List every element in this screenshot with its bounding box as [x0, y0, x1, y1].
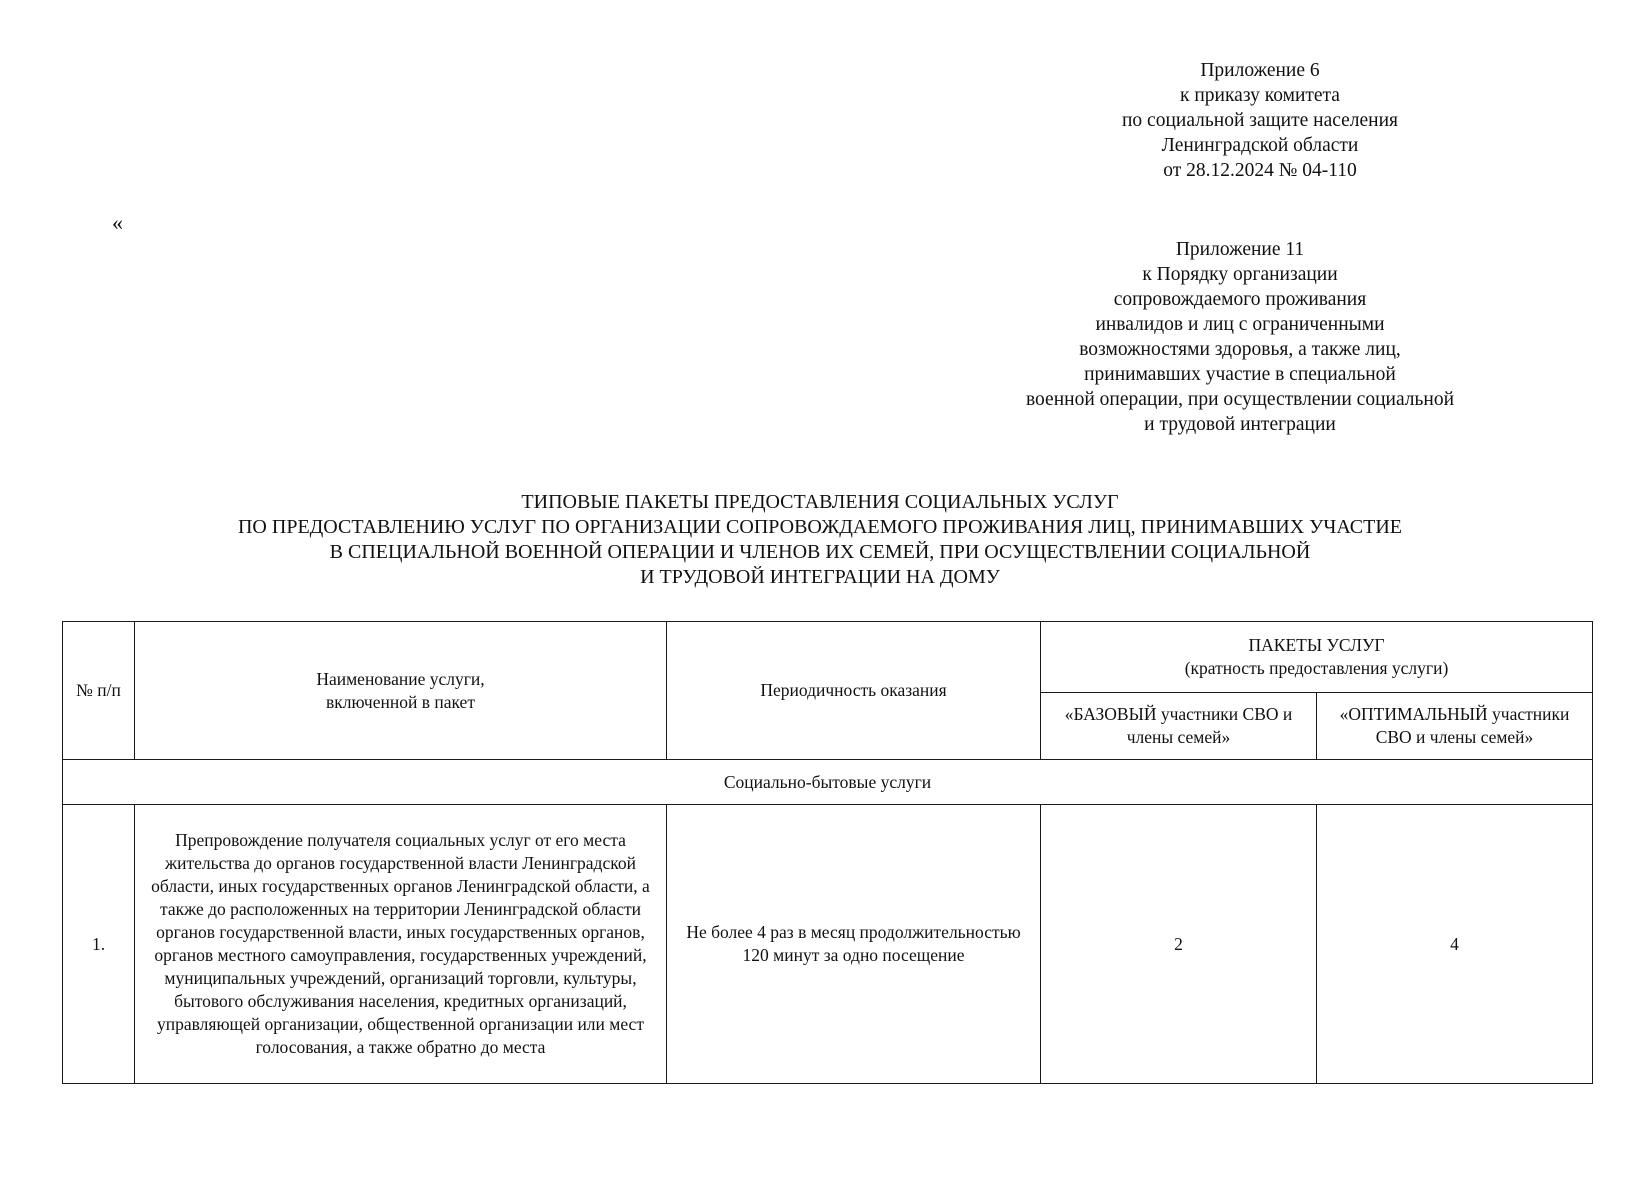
header-service-name [135, 622, 667, 760]
header-service-name-line: Наименование услуги, [316, 668, 485, 689]
header-basic-package [1041, 693, 1317, 760]
table-row [63, 805, 1593, 1084]
annex-11-line: сопровождаемого проживания [1113, 289, 1367, 310]
row-number: 1. [63, 805, 135, 1084]
annex-11-line: возможностями здоровья, а также лиц, [1079, 339, 1401, 360]
annex-6-line: Ленинградской области [1161, 135, 1359, 156]
title-line: И ТРУДОВОЙ ИНТЕГРАЦИИ НА ДОМУ [640, 566, 1000, 588]
header-periodicity-text: Периодичность оказания [760, 680, 947, 700]
service-name-cell: Препровождение получателя социальных услуг от его места жительства до органов государственной власти Ленинградской области, иных государственных органов Ленинградской области, а также до расположенных на территории Ленинградской области органов государственной власти, иных государственных органов, органов местного самоуправления, государственных учреждений, муниципальных учреждений, организаций торговли, культуры, бытового обслуживания населения, кредитных организаций, управляющей организации, общественной организации или мест голосования, а также обратно до места [135, 805, 667, 1084]
header-optimal-package-text: «ОПТИМАЛЬНЫЙ участники СВО и члены семей» [1339, 704, 1570, 747]
annex-11-line: принимавших участие в специальной [1084, 364, 1396, 385]
annex-11-line: военной операции, при осуществлении социальной [1025, 389, 1455, 410]
annex-11-line: к Порядку организации [1142, 264, 1338, 285]
header-packages-title: ПАКЕТЫ УСЛУГ [1248, 635, 1385, 655]
header-optimal-package [1317, 693, 1593, 760]
header-periodicity [667, 622, 1041, 760]
annex-6-line: Приложение 6 [1200, 60, 1320, 81]
header-num-text: № п/п [76, 680, 121, 700]
annex-11-line: и трудовой интеграции [1144, 414, 1336, 435]
header-service-name-line: включенной в пакет [326, 691, 475, 712]
title-line: ПО ПРЕДОСТАВЛЕНИЮ УСЛУГ ПО ОРГАНИЗАЦИИ СОПРОВОЖДАЕМОГО ПРОЖИВАНИЯ ЛИЦ, ПРИНИМАВШИХ УЧАСТИЕ [237, 516, 1402, 538]
annex-11-block [960, 237, 1520, 437]
opening-quote-mark: « [112, 210, 123, 235]
document-title [120, 490, 1520, 590]
section-title: Социально-бытовые услуги [63, 760, 1593, 805]
annex-11-line: Приложение 11 [1175, 239, 1305, 260]
periodicity-cell: Не более 4 раз в месяц продолжительностью 120 минут за одно посещение [667, 805, 1041, 1084]
annex-11-line: инвалидов и лиц с ограниченными [1095, 314, 1385, 335]
annex-6-line: от 28.12.2024 № 04-110 [1163, 160, 1357, 181]
annex-6-line: к приказу комитета [1180, 85, 1340, 106]
header-basic-package-text: «БАЗОВЫЙ участники СВО и члены семей» [1064, 704, 1293, 747]
optimal-package-value: 4 [1317, 805, 1593, 1084]
section-row [63, 760, 1593, 805]
service-packages-table [62, 621, 1593, 1084]
title-line: ТИПОВЫЕ ПАКЕТЫ ПРЕДОСТАВЛЕНИЯ СОЦИАЛЬНЫХ УСЛУГ [521, 491, 1119, 513]
basic-package-value: 2 [1041, 805, 1317, 1084]
header-num [63, 622, 135, 760]
annex-6-block [1040, 58, 1480, 183]
header-packages-subtitle: (кратность предоставления услуги) [1184, 658, 1449, 678]
annex-6-line: по социальной защите населения [1121, 110, 1398, 131]
header-packages [1041, 622, 1593, 693]
title-line: В СПЕЦИАЛЬНОЙ ВОЕННОЙ ОПЕРАЦИИ И ЧЛЕНОВ ИХ СЕМЕЙ, ПРИ ОСУЩЕСТВЛЕНИИ СОЦИАЛЬНОЙ [329, 541, 1311, 563]
